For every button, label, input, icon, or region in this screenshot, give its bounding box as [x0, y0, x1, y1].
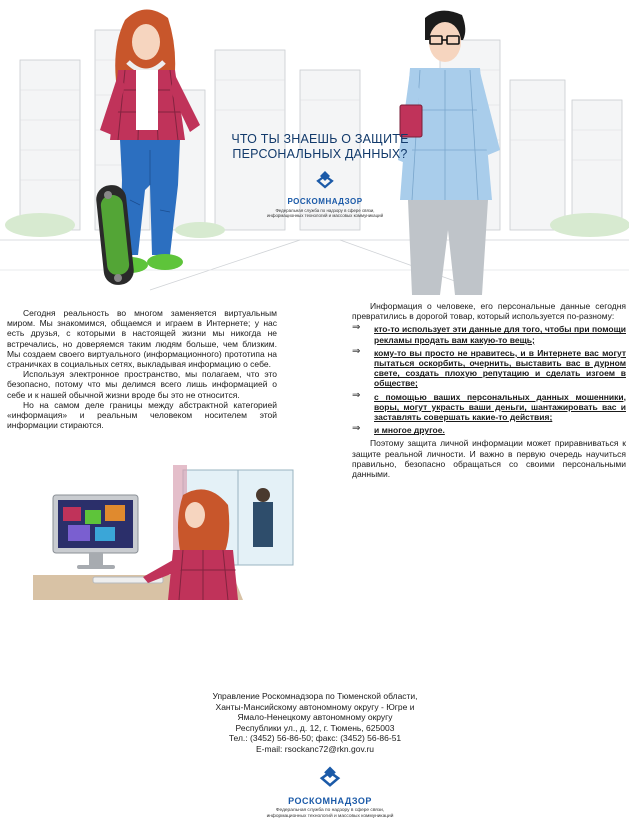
right-outro-paragraph: Поэтому защита личной информации может приравниваться к защите реальной личности. И важно в первую очередь научиться правильно, безопасно обращаться со своими персональными данными.: [352, 438, 626, 480]
brand-subtitle-line-1: Федеральная служба по надзору в сфере связи,: [275, 808, 385, 813]
double-arrow-icon: ⇒: [352, 423, 361, 435]
double-arrow-icon: ⇒: [352, 322, 361, 334]
paragraph-3: Но на самом деле границы между абстрактной категорией «информация» и реальным человеком носителем этой информации стираются.: [7, 399, 277, 431]
double-arrow-icon: ⇒: [352, 389, 361, 401]
address-line-2: Ханты-Мансийскому автономному округу - Югре и: [215, 701, 415, 712]
computer-desk-illustration: [33, 465, 301, 600]
list-item: [352, 389, 626, 423]
street-lines: [0, 240, 629, 290]
contact-address: [190, 691, 440, 754]
page-headline: [220, 132, 420, 162]
left-column-text: [7, 308, 277, 430]
paragraph-1: Сегодня реальность во многом заменяется виртуальным миром. Мы знакомимся, общаемся и играем в Интернете; у нас есть друзья, с которыми в настоящей жизни мы никогда не встречались, но доверяемся таким людям больше, чем близким. Мы создаем своего виртуального (информационного) прототипа на страничках в социальных сетях, выкладывая информацию о себе.: [7, 308, 277, 370]
brand-name: РОСКОМНАДЗОР: [288, 796, 372, 806]
right-intro-paragraph: Информация о человеке, его персональные данные сегодня превратились в дорогой товар, который используется по-разному:: [352, 301, 626, 322]
list-item-text: кому-то вы просто не нравитесь, и в Интернете вас могут пытаться оскорбить, очернить, выставить вас в дурном свете, создать плохую репутацию и сделать изгоем в обществе;: [374, 347, 626, 389]
email: E-mail: rsockanc72@rkn.gov.ru: [255, 743, 375, 754]
address-line-3: Ямало-Ненецкому автономному округу: [237, 712, 393, 722]
list-item-text: с помощью ваших персональных данных мошенники, воры, могут украсть ваши деньги, шантажировать вас и заставлять совершать какие-то действия;: [374, 391, 626, 423]
brand-subtitle: [250, 208, 400, 218]
right-column-text: [352, 301, 626, 479]
list-item: [352, 345, 626, 389]
brand-subtitle: [255, 808, 405, 819]
brand-subtitle-line-2: информационных технологий и массовых коммуникаций: [266, 813, 394, 819]
list-item: [352, 324, 626, 344]
brand-subtitle-line-1: Федеральная служба по надзору в сфере связи,: [275, 208, 375, 213]
brand-subtitle-line-2: информационных технологий и массовых коммуникаций: [266, 213, 384, 219]
roskomnadzor-emblem-icon: [313, 170, 337, 190]
list-item-text: и многое другое.: [374, 425, 445, 436]
brand-name: РОСКОМНАДЗОР: [287, 197, 363, 206]
address-line-4: Республики ул., д. 12, г. Тюмень, 625003: [235, 722, 395, 733]
address-line-1: Управление Роскомнадзора по Тюменской области,: [212, 691, 418, 701]
paragraph-2: Используя электронное пространство, мы полагаем, что это безопасно, потому что мы делимся всего лишь информацией о себе и к нашей обычной жизни вроде бы это не относится.: [7, 369, 277, 400]
roskomnadzor-logo-top: [250, 170, 400, 218]
double-arrow-icon: ⇒: [352, 345, 361, 357]
headline-line-1: ЧТО ТЫ ЗНАЕШЬ О ЗАЩИТЕ: [231, 132, 409, 146]
headline-line-2: ПЕРСОНАЛЬНЫХ ДАННЫХ?: [232, 147, 408, 161]
phone-fax: Тел.: (3452) 56-86-50; факс: (3452) 56-86-51: [228, 733, 402, 743]
roskomnadzor-logo-bottom: [255, 765, 405, 819]
roskomnadzor-emblem-icon: [316, 765, 344, 789]
list-item: [352, 425, 626, 435]
list-item-text: кто-то использует эти данные для того, чтобы при помощи рекламы продать вам какую-то вещь;: [374, 324, 626, 345]
